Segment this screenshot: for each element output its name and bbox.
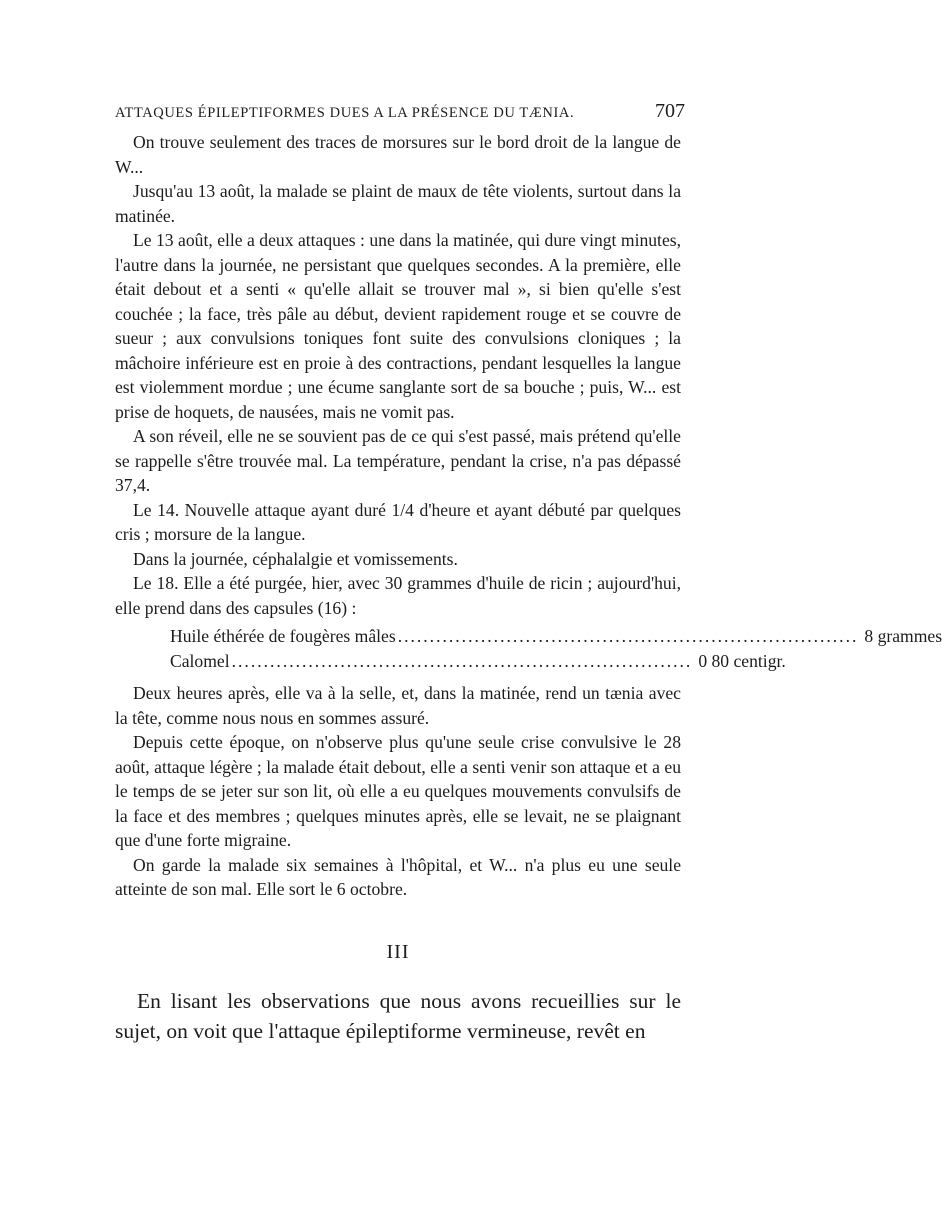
paragraph: On garde la malade six semaines à l'hôpital, et W... n'a plus eu une seule atteinte de son mal. Elle sort le 6 octobre.	[115, 854, 681, 899]
dot-leader: ........................................................................	[397, 626, 859, 646]
paragraph: Le 18. Elle a été purgée, hier, avec 30 grammes d'huile de ricin ; aujourd'hui, elle prend dans des capsules (16) :	[115, 573, 681, 618]
prescription-name: Huile éthérée de fougères mâles	[170, 626, 396, 646]
page-number: 707	[655, 100, 685, 122]
paragraph: Jusqu'au 13 août, la malade se plaint de maux de tête violents, surtout dans la matinée.	[115, 181, 681, 226]
paragraph: A son réveil, elle ne se souvient pas de ce qui s'est passé, mais prétend qu'elle se rappelle s'être trouvée mal. La température, pendant la crise, n'a pas dépassé 37,4.	[115, 426, 681, 495]
paragraph: On trouve seulement des traces de morsures sur le bord droit de la langue de W...	[115, 132, 681, 177]
paragraph: Le 13 août, elle a deux attaques : une dans la matinée, qui dure vingt minutes, l'autre dans la journée, ne persistant que quelques secondes. A la première, elle était debout et a senti « qu'elle allait se trouver mal », si bien qu'elle s'est couchée ; la face, très pâle au début, devient rapidement rouge et se couvre de sueur ; aux convulsions toniques font suite des convulsions cloniques ; la mâchoire inférieure est en proie à des contractions, pendant lesquelles la langue est violemment mordue ; une écume sanglante sort de sa bouche ; puis, W... est prise de hoquets, de nausées, mais ne vomit pas.	[115, 230, 681, 422]
prescription-name: Calomel	[170, 650, 230, 671]
page-header	[115, 100, 685, 123]
prescription-list	[170, 624, 942, 673]
section-heading: III	[386, 940, 410, 963]
prescription-item	[170, 624, 942, 649]
paragraph: Le 14. Nouvelle attaque ayant duré 1/4 d'heure et ayant débuté par quelques cris ; morsure de la langue.	[115, 499, 681, 544]
body-text	[115, 130, 942, 1046]
running-head: ATTAQUES ÉPILEPTIFORMES DUES A LA PRÉSENCE DU TÆNIA.	[115, 105, 575, 121]
paragraph: Deux heures après, elle va à la selle, et, dans la matinée, rend un tænia avec la tête, comme nous nous en sommes assuré.	[115, 683, 681, 728]
closing-text	[115, 986, 681, 1046]
paragraph: Dans la journée, céphalalgie et vomissements.	[133, 548, 458, 569]
prescription-dose: 8 grammes	[864, 626, 942, 646]
paragraph: Depuis cette époque, on n'observe plus qu'une seule crise convulsive le 28 août, attaque légère ; la malade était debout, elle a senti venir son attaque et a eu le temps de se jeter sur son lit, où elle a eu quelques mouvements convulsifs de la face et des membres ; quelques minutes après, elle se levait, ne se plaignant que d'une forte migraine.	[115, 732, 681, 850]
prescription-item	[170, 649, 786, 674]
dot-leader: ........................................................................	[231, 650, 693, 671]
prescription-dose: 0 80 centigr.	[698, 650, 786, 671]
paragraph: En lisant les observations que nous avons recueillies sur le sujet, on voit que l'attaque épileptiforme vermineuse, revêt en	[115, 989, 681, 1043]
